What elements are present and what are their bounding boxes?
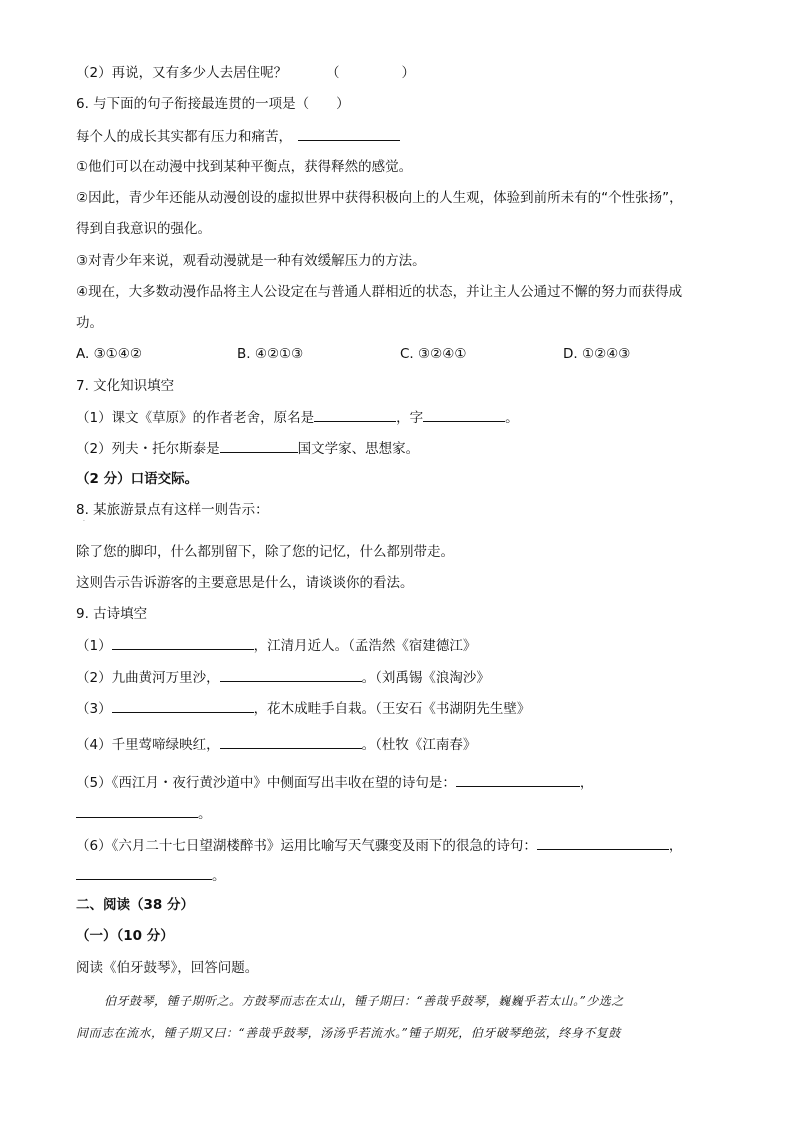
q9-blank-5a[interactable]	[456, 773, 580, 787]
q9-stem: 9. 古诗填空	[76, 606, 148, 622]
q9-blank-4[interactable]	[220, 735, 362, 749]
oral-section-heading: （2 分）口语交际。	[76, 471, 199, 487]
q7-blank-courtesy-name[interactable]	[423, 408, 505, 422]
q9-blank-5b[interactable]	[76, 804, 198, 818]
q9-part-6-cont: 。	[76, 866, 226, 885]
q6-option-a[interactable]: A. ③①④②	[76, 346, 142, 362]
q9-part-3: （3） ，花木成畦手自栽。（王安石《书湖阴先生壁》	[76, 701, 531, 717]
q8-ask: 这则告示告诉游客的主要意思是什么，请谈谈你的看法。	[76, 575, 414, 591]
q9-part-4: （4）千里莺啼绿映红， 。（杜牧《江南春》	[76, 737, 477, 753]
q5-2-line	[76, 64, 287, 82]
q5-2-text: （2）再说，又有多少人去居住呢？	[76, 65, 288, 81]
q6-sentence-4b: 功。	[76, 315, 103, 331]
q9-part-1: （1） ，江清月近人。（孟浩然《宿建德江》	[76, 638, 477, 654]
q7-part-1: （1）课文《草原》的作者老舍，原名是 ，字 。	[76, 410, 519, 426]
section-2-1-heading: （一）（10 分）	[76, 928, 174, 944]
q6-blank[interactable]	[298, 127, 400, 141]
q6-option-b[interactable]: B. ④②①③	[237, 346, 304, 362]
q6-sentence-3: ③对青少年来说，观看动漫就是一种有效缓解压力的方法。	[76, 253, 426, 269]
q6-sentence-4a: ④现在，大多数动漫作品将主人公设定在与普通人群相近的状态，并让主人公通过不懈的努力而获得成	[76, 284, 683, 300]
q9-part-5: （5）《西江月・夜行黄沙道中》中侧面写出丰收在望的诗句是： ，	[76, 775, 594, 791]
q5-2-answer-paren: （ ）	[326, 65, 415, 81]
q6-option-c[interactable]: C. ③②④①	[400, 346, 467, 362]
q7-blank-original-name[interactable]	[314, 408, 396, 422]
q6-sentence-2a: ②因此，青少年还能从动漫创设的虚拟世界中获得积极向上的人生观，体验到前所未有的“个性张扬”，	[76, 190, 683, 206]
passage-line-2: 间而志在流水，锺子期又曰：“善哉乎鼓琴，汤汤乎若流水。”锺子期死，伯牙破琴绝弦，终身不复鼓	[76, 1026, 621, 1040]
q9-blank-2[interactable]	[220, 668, 362, 682]
q7-stem: 7. 文化知识填空	[76, 378, 175, 394]
q6-sentence-2b: 得到自我意识的强化。	[76, 221, 211, 237]
q6-option-d[interactable]: D. ①②④③	[563, 346, 631, 362]
q9-blank-6b[interactable]	[76, 866, 212, 880]
q8-notice: 除了您的脚印，什么都别留下，除了您的记忆，什么都别带走。	[76, 544, 454, 560]
q6-sentence-1: ①他们可以在动漫中找到某种平衡点，获得释然的感觉。	[76, 159, 413, 175]
q9-blank-1[interactable]	[112, 636, 254, 650]
q9-part-2: （2）九曲黄河万里沙， 。（刘禹锡《浪淘沙》	[76, 670, 490, 686]
q9-blank-6a[interactable]	[537, 836, 669, 850]
stray-dot: ·	[83, 518, 85, 525]
reading-intro: 阅读《伯牙鼓琴》，回答问题。	[76, 960, 259, 976]
q7-blank-country[interactable]	[220, 439, 298, 453]
q6-lead: 每个人的成长其实都有压力和痛苦，	[76, 127, 400, 146]
q7-part-2: （2）列夫・托尔斯泰是 国文学家、思想家。	[76, 441, 420, 457]
section-2-heading: 二、阅读（38 分）	[76, 897, 194, 913]
q8-stem: 8. 某旅游景点有这样一则告示：	[76, 502, 269, 518]
q9-part-6: （6）《六月二十七日望湖楼醉书》运用比喻写天气骤变及雨下的很急的诗句： ，	[76, 838, 683, 854]
q9-blank-3[interactable]	[112, 699, 254, 713]
passage-line-1: 伯牙鼓琴，锺子期听之。方鼓琴而志在太山，锺子期曰：“善哉乎鼓琴，巍巍乎若太山。”少选之	[104, 994, 624, 1008]
q9-part-5-cont: 。	[76, 804, 212, 823]
q6-stem: 6. 与下面的句子衔接最连贯的一项是（ ）	[76, 96, 350, 112]
